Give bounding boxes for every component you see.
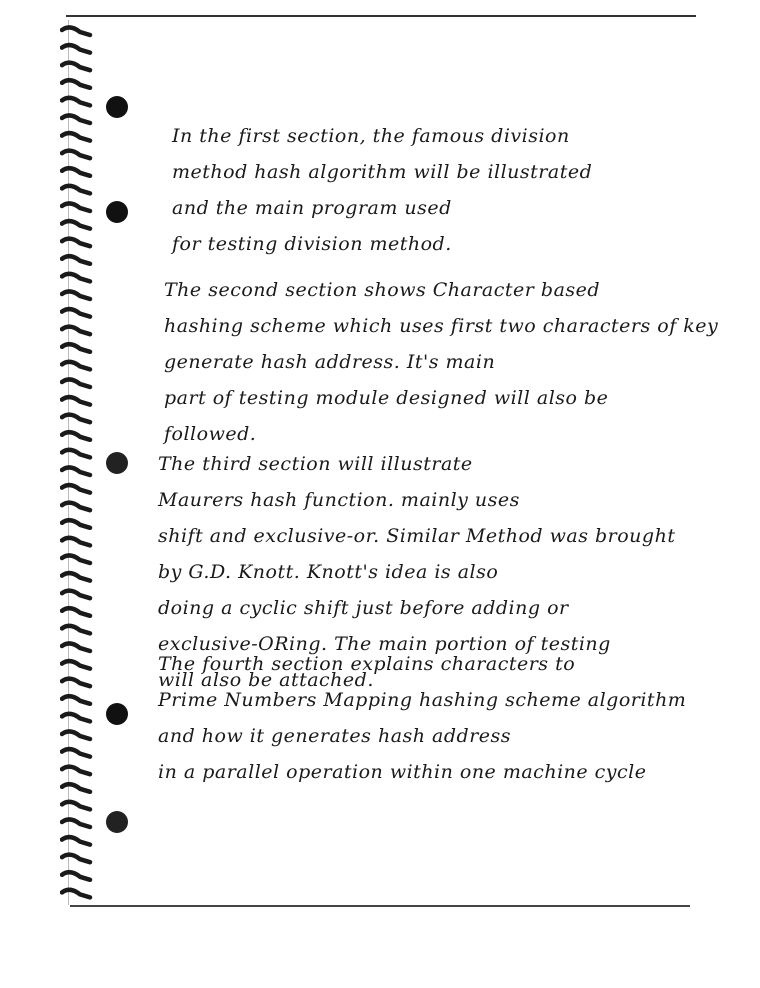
punch-hole xyxy=(106,452,128,474)
paragraph-1 xyxy=(172,118,712,262)
text-line: The fourth section explains characters to xyxy=(158,653,576,675)
text-line: by G.D. Knott. Knott's idea is also xyxy=(158,561,499,583)
text-line: shift and exclusive-or. Similar Method was brought xyxy=(158,525,676,547)
text-line: and how it generates hash address xyxy=(158,725,512,747)
text-line: Maurers hash function. mainly uses xyxy=(158,489,520,511)
punch-hole xyxy=(106,96,128,118)
text-line: followed. xyxy=(164,423,257,445)
paragraph-2 xyxy=(164,272,719,452)
text-line: will also be attached. xyxy=(158,669,374,691)
text-line: The third section will illustrate xyxy=(158,453,473,475)
text-line: In the first section, the famous division xyxy=(172,125,570,147)
text-line: generate hash address. It's main xyxy=(164,351,496,373)
text-line: exclusive-ORing. The main portion of testing xyxy=(158,633,611,655)
text-line: Prime Numbers Mapping hashing scheme algorithm xyxy=(158,689,687,711)
punch-hole xyxy=(106,201,128,223)
text-line: for testing division method. xyxy=(172,233,452,255)
punch-hole xyxy=(106,811,128,833)
text-line: part of testing module designed will also be xyxy=(164,387,609,409)
text-line: doing a cyclic shift just before adding or xyxy=(158,597,569,619)
text-line: hashing scheme which uses first two characters of key xyxy=(164,315,719,337)
text-line: in a parallel operation within one machine cycle xyxy=(158,761,647,783)
punch-hole xyxy=(106,703,128,725)
text-line: The second section shows Character based xyxy=(164,279,601,301)
text-line: and the main program used xyxy=(172,197,452,219)
paragraph-4 xyxy=(158,646,718,790)
text-line: method hash algorithm will be illustrated xyxy=(172,161,593,183)
